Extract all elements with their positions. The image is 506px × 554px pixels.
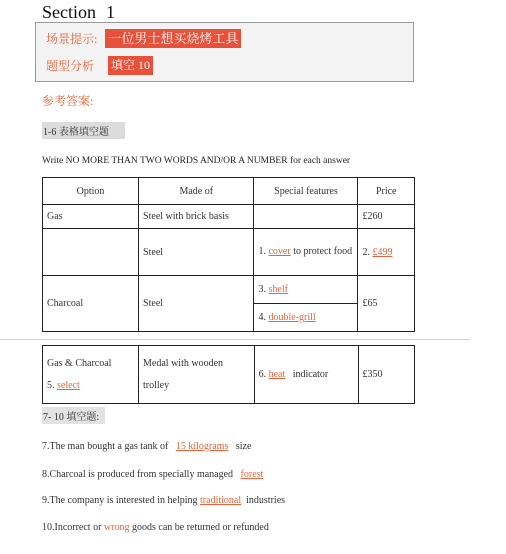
- answer-post: to protect food: [293, 246, 353, 257]
- feature-line: [254, 304, 357, 331]
- answer-fill: cover: [268, 246, 291, 257]
- answer-fill: 15 kilograms: [175, 441, 229, 452]
- question-text-post: size: [235, 441, 252, 452]
- cell-price: £260: [358, 205, 415, 229]
- answer-fill: shelf: [268, 284, 288, 295]
- question-text: 7.The man bought a gas tank of: [42, 441, 169, 452]
- option-line: Gas & Charcoal: [47, 357, 112, 369]
- answer-fill: select: [57, 379, 80, 391]
- section-number: 1: [106, 2, 115, 22]
- table-row: [43, 276, 415, 332]
- header-option: Option: [43, 178, 139, 205]
- cell-features: [254, 229, 358, 276]
- hint-box: [35, 22, 414, 82]
- type-hint-row: [46, 56, 153, 75]
- header-made-of: Made of: [139, 178, 254, 205]
- answer-number: 6.: [258, 369, 267, 380]
- cell-option: Charcoal: [43, 276, 139, 332]
- question-text-post: goods can be returned or refunded: [131, 522, 269, 533]
- made-of-line: trolley: [143, 379, 170, 391]
- cell-features: [254, 346, 358, 404]
- cell-made-of: Steel: [139, 276, 254, 332]
- answer-number: 2.: [362, 246, 370, 258]
- table-row: [43, 205, 415, 229]
- answer-table: [42, 177, 415, 332]
- header-special-features: Special features: [254, 178, 358, 205]
- table-row: [43, 346, 415, 404]
- scene-hint-row: [46, 29, 241, 48]
- feature-line: [254, 276, 357, 304]
- part2-heading: 7- 10 填空题:: [42, 407, 105, 424]
- answer-fill: traditional: [200, 495, 242, 506]
- type-hint-label: 题型分析: [46, 59, 95, 73]
- cell-price: [358, 229, 415, 276]
- answer-fill: heat: [268, 369, 286, 380]
- question-text: 9.The company is interested in helping: [42, 495, 198, 506]
- question-10: [42, 522, 269, 533]
- answer-number: 3.: [258, 284, 266, 295]
- answer-fill: double-grill: [268, 312, 316, 323]
- type-hint-value: 填空 10: [108, 56, 153, 75]
- made-of-line: Medal with wooden: [143, 357, 224, 369]
- question-8: [42, 469, 263, 480]
- answer-fill: £499: [372, 246, 393, 258]
- cell-made-of: [139, 346, 255, 404]
- scene-hint-value: 一位男士想买烧烤工具: [105, 29, 241, 48]
- header-price: Price: [358, 178, 415, 205]
- scene-hint-label: 场景提示:: [46, 32, 98, 46]
- answer-number: 5.: [47, 379, 55, 391]
- cell-features: [254, 205, 358, 229]
- answer-fill: wrong: [103, 522, 130, 533]
- answer-fill: forest: [240, 469, 264, 480]
- section-title: [42, 2, 115, 23]
- part1-heading: 1-6 表格填空题: [42, 122, 125, 139]
- answer-number: 4.: [258, 312, 266, 323]
- question-7: [42, 441, 251, 452]
- cell-price: £65: [358, 276, 415, 332]
- answer-post: indicator: [292, 369, 329, 380]
- cell-option: Gas: [43, 205, 139, 229]
- question-9: [42, 495, 285, 506]
- reference-answers-heading: 参考答案:: [42, 94, 94, 108]
- question-text: 10.Incorrect or: [42, 522, 102, 533]
- table-header-row: [43, 178, 415, 205]
- answer-table-continued: [42, 345, 415, 404]
- cell-made-of: Steel with brick basis: [139, 205, 254, 229]
- cell-made-of: Steel: [139, 229, 254, 276]
- answer-number: 1.: [258, 246, 266, 257]
- instruction-text: Write NO MORE THAN TWO WORDS AND/OR A NUMBER for each answer: [42, 156, 351, 166]
- question-text: 8.Charcoal is produced from specially managed: [42, 469, 234, 480]
- question-text-post: industries: [246, 495, 286, 506]
- cell-price: £350: [358, 346, 415, 404]
- table-row: [43, 229, 415, 276]
- option-line: [47, 375, 134, 397]
- cell-features: [254, 276, 358, 332]
- section-word: Section: [42, 2, 96, 22]
- cell-option: [43, 229, 139, 276]
- cell-option: [43, 346, 139, 404]
- page-break-line: [0, 339, 470, 340]
